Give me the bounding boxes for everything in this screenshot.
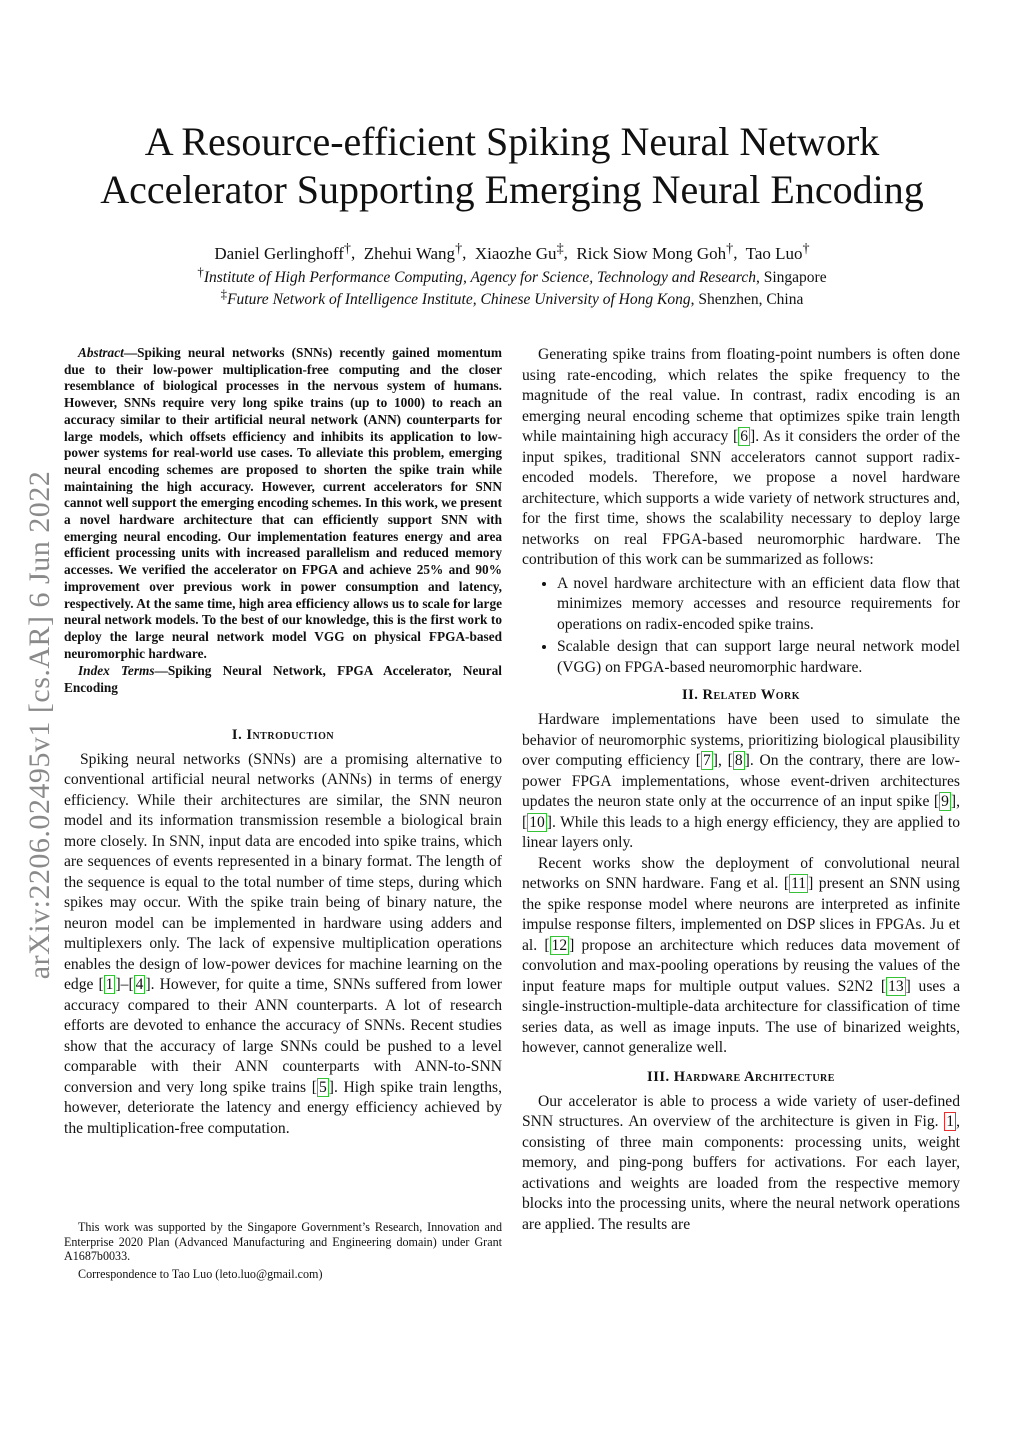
abstract-text: Spiking neural networks (SNNs) recently gained momentum due to their low-power multiplication-free computing and the closer resemblance of biological processes in the nervous system of humans. However, SNNs require very long spike trains (up to 1000) to reach an accuracy similar to their artificial neural network (ANN) counterparts for large models, which offsets efficiency and inhibits its application to low-power systems for real-world use cases. To alleviate this problem, emerging neural encoding schemes are proposed to shorten the spike train while maintaining the high accuracy. However, current accelerators for SNN cannot well support the emerging encoding schemes. In this work, we present a novel hardware architecture that can efficiently support SNN with emerging neural encoding. Our implementation features energy and area efficient processing units with increased parallelism and reduced memory accesses. We verified the accelerator on FPGA and achieve 25% and 90% improvement over previous work in power consumption and latency, respectively. At the same time, high area efficiency allows us to scale for large neural network models. To the best of our knowledge, this is the first work to deploy the large neural network model VGG on physical FPGA-based neuromorphic hardware. — [64, 345, 502, 661]
right-column — [522, 345, 960, 1235]
citation-link[interactable]: 8 — [734, 752, 743, 769]
contribution-list — [522, 574, 960, 679]
related-paragraph-2: Recent works show the deployment of convolutional neural networks on SNN hardware. Fang et al. [ 11 ] present an SNN using the spike response model where neurons are interpreted as infinite impulse response filters, implemented on DSP slices in FPGAs. Ju et al. [ 12 ] propose an architecture which reduces data movement of convolution and max-pooling operations by reusing the values of the input feature maps for multiple output values. S2N2 [ 13 ] uses a single-instruction-multiple-data architecture for classification of time series data, as well as image inputs. The use of binarized weights, however, cannot generalize well. — [522, 854, 960, 1056]
citation-link[interactable]: 6 — [740, 428, 749, 445]
abstract-label: Abstract — [78, 345, 124, 360]
index-terms-label: Index Terms — [78, 663, 155, 679]
citation-link[interactable]: 13 — [888, 977, 904, 995]
citation-link[interactable]: 9 — [941, 793, 949, 810]
citation-link[interactable]: 12 — [551, 936, 568, 954]
left-column — [64, 345, 502, 1139]
section-heading-related-work: II. Related Work — [681, 687, 801, 703]
affiliation-1: †Institute of High Performance Computing, Agency for Science, Technology and Research, Singapore — [197, 264, 827, 287]
citation-link[interactable]: 11 — [791, 875, 807, 892]
intro-paragraph-1: Spiking neural networks (SNNs) are a promising alternative to conventional artificial neural networks (ANNs) in terms of energy efficiency. While their architectures are similar, the SNN neuron model and its information transmission resemble a biological brain more closely. In SNN, input data are encoded into spike trains, which are sequences of events represented in a binary format. The length of the sequence is equal to the total number of time steps, during which spikes may occur. With the spike train being of binary nature, the neuron model can be implemented in hardware using adders and multiplexers only. The lack of expensive multiplication operations enables the design of low-power devices for machine learning on the edge [ 1 ]–[ 4 ]. However, for quite a time, SNNs suffered from lower accuracy compared to their ANN counterparts. A lot of research efforts are devoted to enhance the accuracy of SNNs. Recent studies show that the accuracy of large SNNs could be pushed to a level comparable with their ANN counterparts with ANN-to-SNN conversion and very long spike trains [ 5 ]. High spike train lengths, however, deteriorate the latency and energy efficiency achieved by the multiplication-free computation. — [64, 750, 502, 1137]
title-line-2: Accelerator Supporting Emerging Neural Encoding — [100, 167, 924, 212]
contribution-item: • Scalable design that can support large neural network model (VGG) on FPGA-based neuromorphic hardware. — [557, 637, 960, 678]
section-heading-hardware-architecture: III. Hardware Architecture — [647, 1068, 835, 1085]
citation-link[interactable]: 1 — [105, 976, 114, 994]
author-list: Daniel Gerlinghoff†, Zhehui Wang†, Xiaozhe Gu‡, Rick Siow Mong Goh†, Tao Luo† — [214, 240, 810, 263]
author: Zhehui Wang† — [363, 240, 463, 263]
hardware-paragraph-1: Our accelerator is able to process a wide variety of user-defined SNN structures. An overview of the architecture is given in Fig. 1 , consisting of three main components: processing units, weight memory, and ping-pong buffers for activations. For each layer, activations and weights are loaded from the respective memory blocks into the processing units, where the neural network operations are applied. The results are — [522, 1092, 960, 1233]
author: Rick Siow Mong Goh† — [576, 240, 734, 263]
figure-link[interactable]: 1 — [946, 1113, 955, 1130]
author: Xiaozhe Gu‡ — [474, 240, 564, 263]
author: Daniel Gerlinghoff† — [214, 240, 351, 263]
citation-link[interactable]: 5 — [318, 1078, 327, 1096]
title-line-1: A Resource-efficient Spiking Neural Network — [144, 119, 880, 164]
citation-link[interactable]: 10 — [529, 813, 545, 831]
abstract: Abstract—Spiking neural networks (SNNs) recently gained momentum due to their low-power multiplication-free computing and the closer resemblance of biological processes in the nervous system of humans. However, SNNs require very long spike trains (up to 1000) to reach an accuracy similar to their artificial neural network (ANN) counterparts for large models, which offsets efficiency and inhibits its application to low-power systems for real-world use cases. To alleviate this problem, emerging neural encoding schemes are proposed to shorten the spike train while maintaining the high accuracy. However, current accelerators for SNN cannot well support the emerging encoding schemes. In this work, we present a novel hardware architecture that can efficiently support SNN with emerging neural encoding. Our implementation features energy and area efficient processing units with increased parallelism and reduced memory accesses. We verified the accelerator on FPGA and achieve 25% and 90% improvement over previous work in power consumption and latency, respectively. At the same time, high area efficiency allows us to scale for large neural network models. To the best of our knowledge, this is the first work to deploy the large neural network model VGG on physical FPGA-based neuromorphic hardware. — [64, 345, 502, 661]
index-terms-text: Spiking Neural Network, FPGA Accelerator, Neural Encoding — [64, 663, 502, 696]
footnotes — [64, 1220, 502, 1281]
funding-footnote: This work was supported by the Singapore Government’s Research, Innovation and Enterprise 2020 Plan (Advanced Manufacturing and Engineering domain) under Grant A1687b0033. — [64, 1220, 502, 1263]
author: Tao Luo† — [745, 240, 810, 263]
affiliation-2: ‡Future Network of Intelligence Institute, Chinese University of Hong Kong, Shenzhen, China — [220, 286, 804, 309]
correspondence-footnote: Correspondence to Tao Luo (leto.luo@gmail.com) — [78, 1266, 323, 1281]
citation-link[interactable]: 7 — [702, 752, 711, 769]
index-terms: Index Terms—Spiking Neural Network, FPGA Accelerator, Neural Encoding — [64, 663, 502, 696]
paper-title — [40, 118, 984, 214]
arxiv-stamp-text: arXiv:2206.02495v1 [cs.AR] 6 Jun 2022 — [23, 470, 56, 980]
contribution-item: • A novel hardware architecture with an efficient data flow that minimizes memory accesses and resource requirements for operations on radix-encoded spike trains. — [557, 574, 960, 636]
citation-link[interactable]: 4 — [135, 976, 144, 994]
intro-paragraph-2: Generating spike trains from floating-point numbers is often done using rate-encoding, which relates the spike frequency to the magnitude of the real value. In contrast, radix encoding is an emerging neural encoding scheme that optimizes spike train length while maintaining high accuracy [ 6 ]. As it considers the order of the input spikes, traditional SNN accelerators cannot support radix-encoded models. Therefore, we propose a novel hardware architecture, which supports a wide variety of network structures and, for the first time, shows the scalability necessary to deploy large networks on real FPGA-based neuromorphic hardware. The contribution of this work can be summarized as follows: — [522, 346, 961, 568]
section-heading-introduction: I. Introduction — [231, 726, 335, 743]
related-paragraph-1: Hardware implementations have been used to simulate the behavior of neuromorphic systems, prioritizing biological plausibility over computing efficiency [ 7 ], [ 8 ]. On the contrary, there are low-power FPGA implementations, whose event-driven architectures updates the neuron state only at the occurrence of an input spike [ 9 ], [ 10 ]. While this leads to a high energy efficiency, they are applied to linear layers only. — [522, 711, 960, 851]
